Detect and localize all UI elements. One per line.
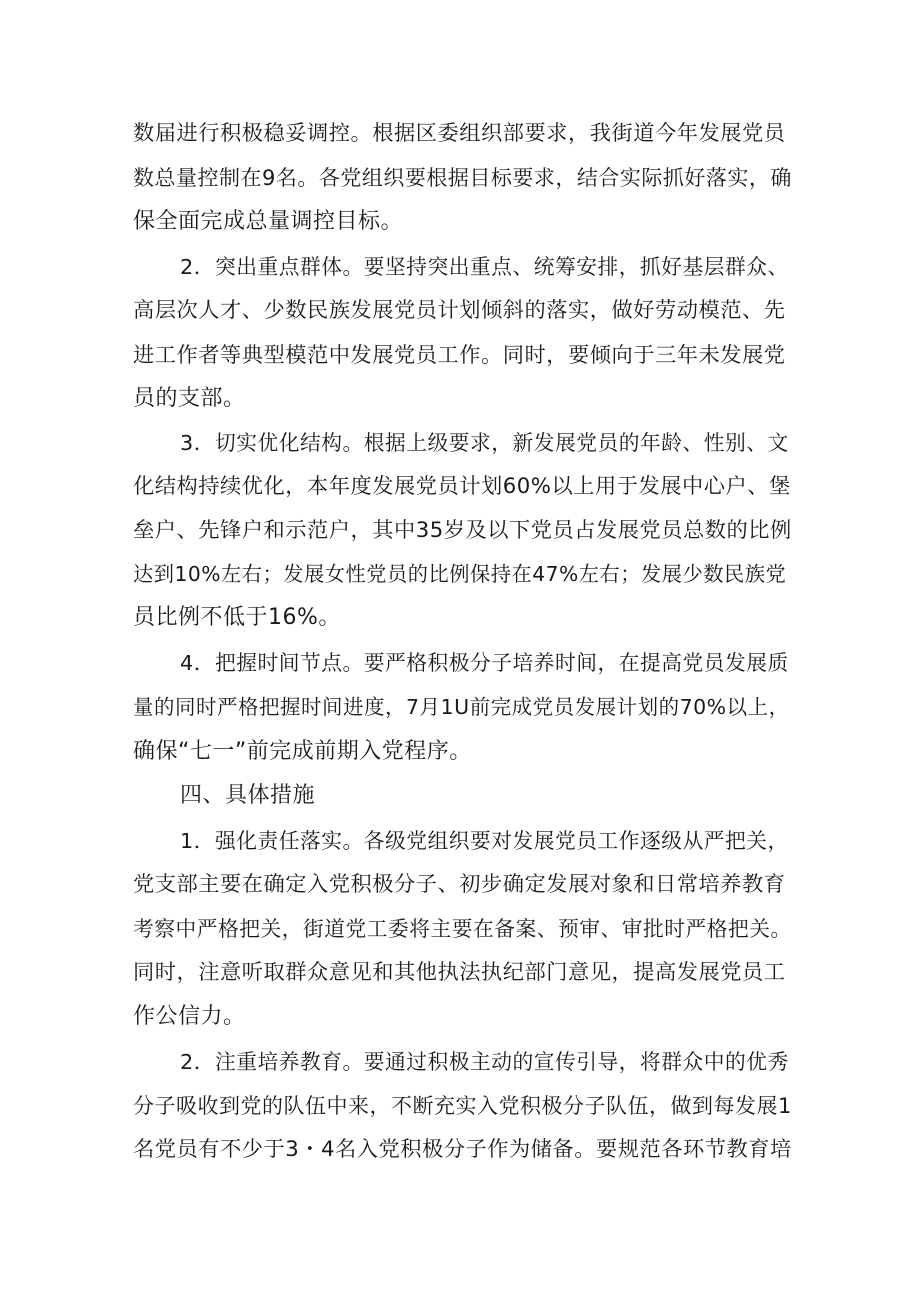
text-line: 量的同时严格把握时间进度，7月1U前完成党员发展计划的70%以上， <box>133 695 790 719</box>
text-line: 保全面完成总量调控目标。 <box>133 209 404 234</box>
text-line: 1．强化责任落实。各级党组织要对发展党员工作逐级从严把关， <box>180 829 789 853</box>
text-line: 作公信力。 <box>133 1004 246 1029</box>
text-line: 员的支部。 <box>133 386 246 411</box>
text-line: 员比例不低于16%。 <box>133 605 341 630</box>
text-line: 4．把握时间节点。要严格积极分子培养时间，在提高党员发展质 <box>180 651 789 675</box>
text-line: 同时，注意听取群众意见和其他执法执纪部门意见，提高发展党员工 <box>133 960 786 985</box>
text-line: 数届进行积极稳妥调控。根据区委组织部要求，我街道今年发展党员 <box>133 121 786 146</box>
text-line: 2．注重培养教育。要通过积极主动的宣传引导，将群众中的优秀 <box>180 1050 789 1074</box>
text-line: 进工作者等典型模范中发展党员工作。同时，要倾向于三年未发展党 <box>133 343 786 368</box>
text-line: 党支部主要在确定入党积极分子、初步确定发展对象和日常培养教育 <box>133 872 786 897</box>
text-line: 高层次人才、少数民族发展党员计划倾斜的落实，做好劳动模范、先 <box>133 298 786 323</box>
text-line: 3．切实优化结构。根据上级要求，新发展党员的年龄、性别、文 <box>180 431 789 455</box>
text-line: 垒户、先锋户和示范户，其中35岁及以下党员占发展党员总数的比例 <box>133 518 792 543</box>
text-line: 数总量控制在9名。各党组织要根据目标要求，结合实际抓好落实，确 <box>133 166 792 190</box>
text-line: 确保“七一”前完成前期入党程序。 <box>133 739 472 764</box>
text-line: 分子吸收到党的队伍中来，不断充实入党积极分子队伍，做到每发展1 <box>133 1094 792 1118</box>
text-line: 2．突出重点群体。要坚持突出重点、统筹安排，抓好基层群众、 <box>180 255 789 279</box>
text-line: 名党员有不少于3・4名入党积极分子作为储备。要规范各环节教育培 <box>133 1137 792 1162</box>
text-line: 达到10%左右；发展女性党员的比例保持在47%左右；发展少数民族党 <box>133 562 787 586</box>
text-line: 化结构持续优化，本年度发展党员计划60%以上用于发展中心户、堡 <box>133 474 791 499</box>
section-heading: 四、具体措施 <box>180 783 316 808</box>
text-line: 考察中严格把关，街道党工委将主要在备案、预审、审批时严格把关。 <box>133 917 792 941</box>
